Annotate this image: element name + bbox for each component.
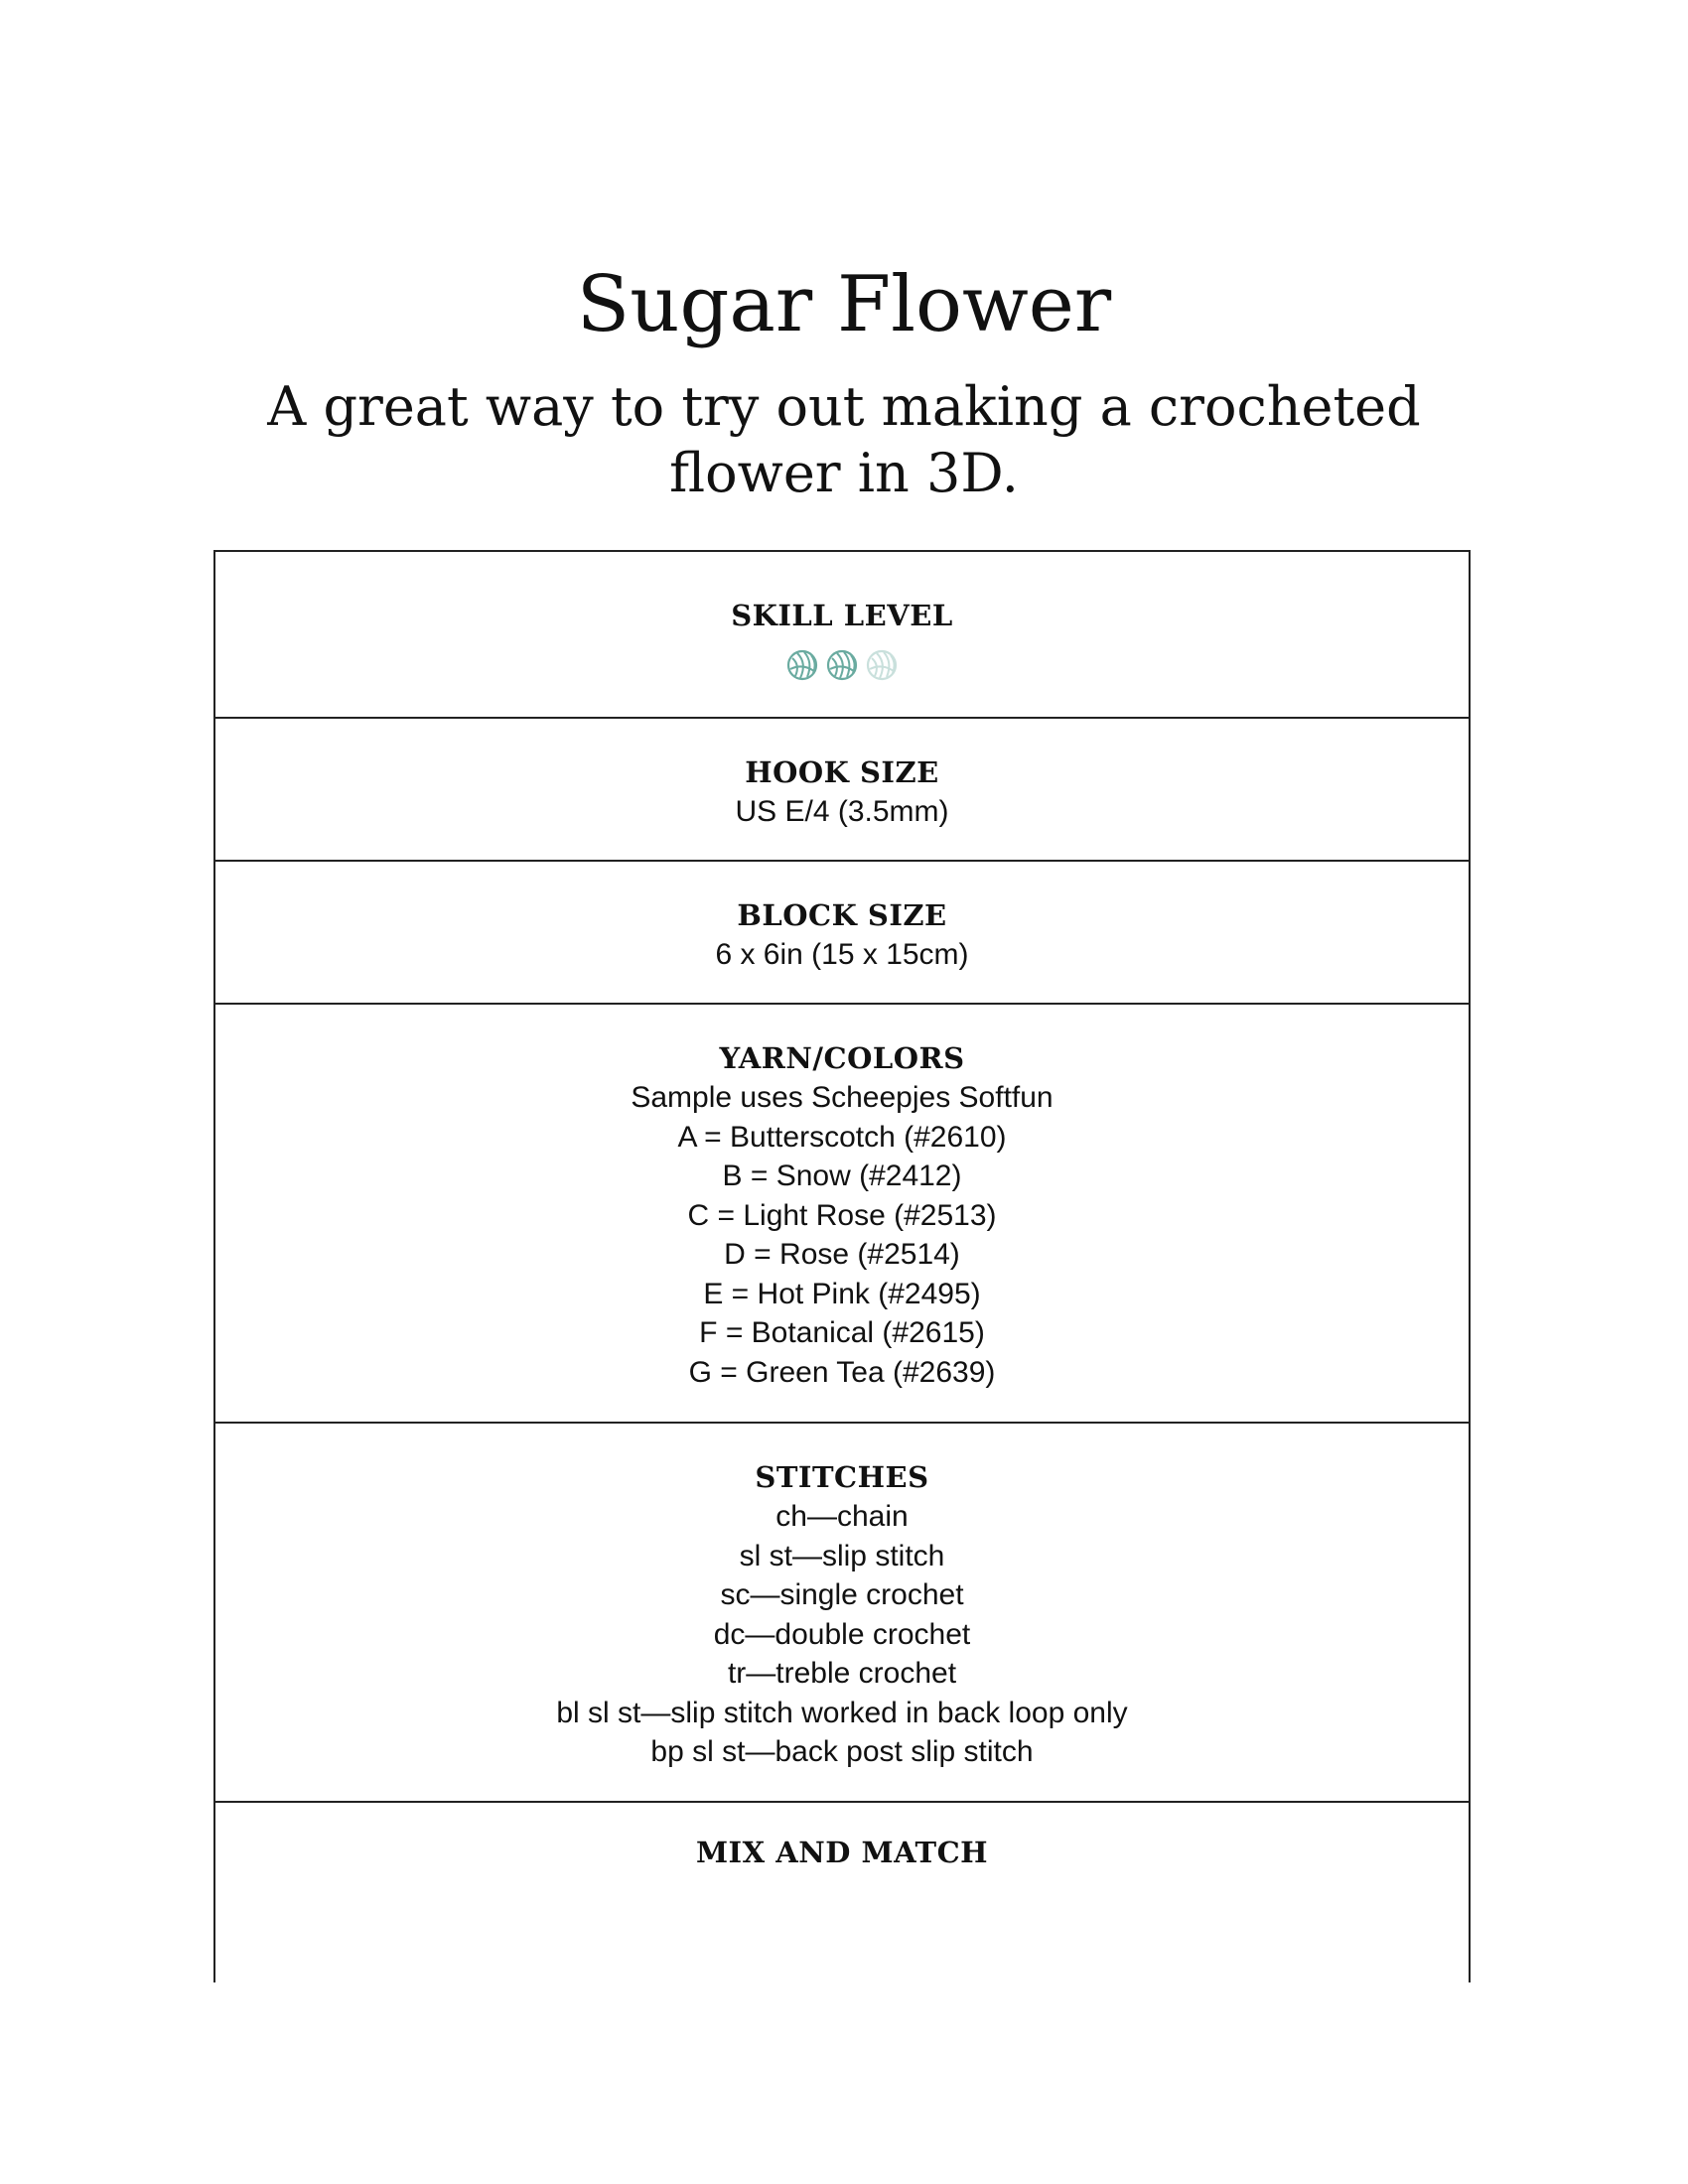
skill-level-heading: SKILL LEVEL bbox=[731, 599, 953, 632]
page-title: Sugar Flower bbox=[576, 260, 1112, 349]
stitch-line: tr—treble crochet bbox=[727, 1657, 957, 1690]
yarn-line: G = Green Tea (#2639) bbox=[688, 1355, 996, 1389]
stitches-heading: STITCHES bbox=[755, 1460, 929, 1494]
stitch-line: sc—single crochet bbox=[720, 1578, 964, 1611]
yarn-ball-icon bbox=[866, 649, 898, 681]
hook-size-heading: HOOK SIZE bbox=[745, 755, 939, 789]
mix-and-match-section bbox=[215, 1803, 1469, 1984]
yarn-line: E = Hot Pink (#2495) bbox=[703, 1277, 981, 1310]
page-subtitle: A great way to try out making a crocheted flower in 3D. bbox=[267, 375, 1421, 504]
hook-size-value: US E/4 (3.5mm) bbox=[735, 795, 949, 828]
mix-and-match-heading: MIX AND MATCH bbox=[695, 1836, 989, 1869]
stitch-line: sl st—slip stitch bbox=[739, 1539, 945, 1572]
yarn-line: D = Rose (#2514) bbox=[724, 1238, 960, 1271]
yarn-line: A = Butterscotch (#2610) bbox=[677, 1120, 1007, 1154]
yarn-line: C = Light Rose (#2513) bbox=[687, 1198, 997, 1232]
yarn-ball-icon bbox=[826, 649, 858, 681]
stitch-line: ch—chain bbox=[775, 1500, 909, 1533]
stitches-section bbox=[215, 1424, 1469, 1803]
skill-level-rating bbox=[215, 649, 1469, 681]
skill-level-section bbox=[215, 552, 1469, 719]
block-size-value: 6 x 6in (15 x 15cm) bbox=[715, 938, 969, 971]
yarn-colors-section bbox=[215, 1005, 1469, 1424]
yarn-ball-icon bbox=[786, 649, 818, 681]
block-size-heading: BLOCK SIZE bbox=[737, 898, 947, 932]
yarn-line: F = Botanical (#2615) bbox=[699, 1316, 985, 1349]
pattern-info-table bbox=[213, 550, 1471, 1982]
yarn-line: B = Snow (#2412) bbox=[722, 1160, 962, 1192]
stitch-line: bp sl st—back post slip stitch bbox=[650, 1735, 1034, 1768]
stitch-line: bl sl st—slip stitch worked in back loop only bbox=[556, 1696, 1128, 1729]
yarn-line: Sample uses Scheepjes Softfun bbox=[631, 1081, 1054, 1114]
stitch-line: dc—double crochet bbox=[713, 1617, 971, 1651]
hook-size-section bbox=[215, 719, 1469, 862]
block-size-section bbox=[215, 862, 1469, 1005]
yarn-colors-heading: YARN/COLORS bbox=[719, 1041, 965, 1075]
